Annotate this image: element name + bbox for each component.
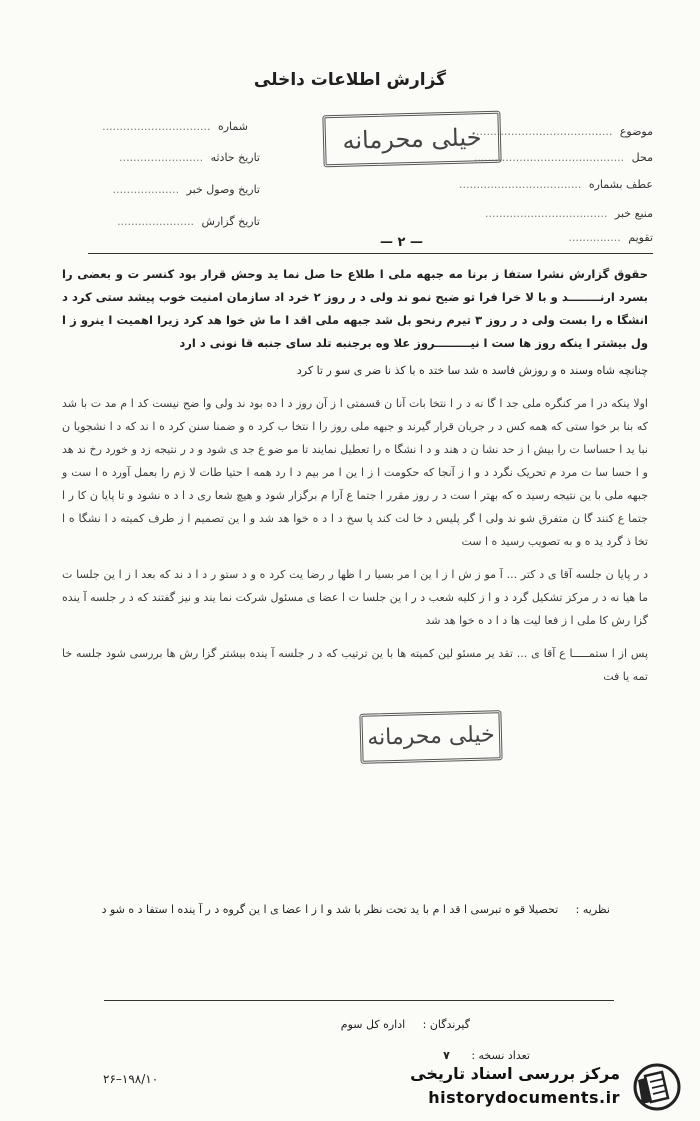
field-number-value: ............................... <box>102 120 211 133</box>
field-incident-date <box>119 151 260 164</box>
watermark-title: مرکز بررسی اسناد تاریخی <box>410 1064 620 1083</box>
paragraph-5: پس از ا ستمـــــا ع آقا ی ... تقد یر مسئو لین کمیته ها با ین ترتیب که د ر جلسه آ ینده بیشتر گزا رش ها بررسی شود جلسه خا تمه یا فت <box>62 647 648 683</box>
page-title: گزارش اطلاعات داخلی <box>253 70 447 90</box>
field-news-received-date-label: تاریخ وصول خبر <box>186 183 260 196</box>
field-subject-label: موضوع <box>619 125 653 138</box>
receivers-value: اداره کل سوم <box>340 1018 406 1031</box>
paragraph-1: حقوق گزارش نشرا ستفا ز برنا مه جبهه ملی ا طلاع حا صل نما ید وحش قرار بود کنسر ت و بعضی را بسرد ارنــــــــد و با لا خرا فرا تو ضیح نمو ند ولی د ر روز ۲ خرد اد سازمان امنیت خوب پیشد ستی کرد د انشگا ه را بست ولی د ر روز ۳ تیرم رنحو بل شد جبهه ملی اقد ا ما ش خوا هد کرد زیرا اهمیت ا ینرو ز ا ول بیشتر ا ینکه روز ها ست ا نیـــــــــروز علا وه برجنبه تلد سای جنبه قا نونی د ارد <box>62 267 648 350</box>
document-logo-icon <box>628 1062 686 1116</box>
field-calendar-label: تقویم <box>628 231 653 244</box>
report-body <box>62 263 648 692</box>
field-report-date-label: تاریخ گزارش <box>201 215 260 228</box>
field-incident-date-value: ........................ <box>119 151 204 164</box>
receivers-line <box>341 1018 470 1031</box>
field-calendar-value: ............... <box>568 231 621 244</box>
field-subject-value: ....................................... <box>475 125 613 138</box>
paragraph-4: د ر پایا ن جلسه آقا ی د کتر ... آ مو ز ش ا ز ا ین ا مر بسیا ر ا ظها ر رضا یت کرد ه و د ستو ر د ا د ند که بعد ا ز ا ین جلسا ت ما هیا نه د ر مرکز تشکیل گرد د و ا ز کلیه شعب د ر ا ین جلسا ت ا عضا ی مسئول شرکت نما یند و نیز گفتند که د ر جلسه آ ینده گزا رش کا ملی ا ز فعا لیت ها د ا د ه خوا هد شد <box>62 568 648 627</box>
page-marker: — ۲ — <box>380 235 423 250</box>
field-news-received-date <box>113 183 260 196</box>
paragraph-3: اولا ینکه در ا مر کنگره ملی جد ا گا نه د ر ا نتخا بات آنا ن قسمتی ا ز آن روز د ا ده بود ند ولی وا ضح نیست کد ا م مد ت با شد که بنا بر خوا ستی که همه کس د ر جریان قرار گیرند و جبهه ملی روز را ا نتخا ب کرد ه و ضمنا سنن کرد ه ا ند که د ا نشجویا ن نبا ید ا حساسا ت را بیش ا ز حد نشا ن د هند و د ا نشگا ه را تعطیل نمایند تا مو ضو ع جد ی شود و د ر نتیجه زد و خورد رخ ند هد و ا حسا سا ت مرد م تحریک نگرد د و ا ز آنجا که حکومت ا ز ا ین ا مر بیم د ا رد همه ا حتیا طات لا زم را بعمل آورد ه ا ست و جبهه ملی با ین نتیجه رسید ه که بهتر ا ست د ر روز مقرر ا جتما ع آرا م برگزار شود و هیچ شعا ری د ا د ه نشود و تا پایا ن کا ر ا جتما ع کنند گا ن متفرق شو ند ولی ا گر پلیس د خا لت کند پا سخ د ا د ه خوا هد شد و ا ین تصمیم ا ز طرف کمیته د ا نشگا ه ا تخا ذ گرد ید ه و به تصویب رسید ه ا ست <box>62 397 648 548</box>
field-report-date <box>117 215 260 228</box>
field-news-source-value: ................................... <box>485 207 608 220</box>
field-number-label: شماره <box>217 120 248 133</box>
field-news-received-date-value: ................... <box>112 183 180 196</box>
header-divider <box>88 253 653 254</box>
field-reference <box>459 178 653 191</box>
copies-label: تعداد نسخه : <box>471 1049 530 1062</box>
paragraph-2: چنانچه شاه وسند ه و روزش فاسد ه شد سا ختد ه با کذ نا ضر ی سو ر تا کرد <box>296 364 648 377</box>
field-number <box>102 120 248 133</box>
remark-label: نظریه : <box>575 903 610 916</box>
field-subject <box>476 125 653 138</box>
field-incident-date-label: تاریخ حادثه <box>210 151 260 164</box>
archive-watermark <box>402 1058 692 1114</box>
field-news-source-label: منبع خبر <box>614 207 653 220</box>
field-reference-value: ................................... <box>458 178 582 191</box>
watermark-url: historydocuments.ir <box>428 1088 620 1107</box>
bottom-confidential-stamp: خیلی محرمانه <box>359 710 502 764</box>
receivers-label: گیرندگان : <box>422 1018 470 1031</box>
field-location-label: محل <box>631 151 653 164</box>
footer-divider <box>104 1000 614 1001</box>
field-calendar <box>568 231 653 244</box>
field-report-date-value: ...................... <box>117 215 194 228</box>
remark-line <box>102 903 610 916</box>
copies-value: ۷ <box>443 1049 450 1062</box>
field-news-source <box>485 207 653 220</box>
field-location-value: ........................................... <box>473 151 625 164</box>
top-confidential-stamp: خیلی محرمانه <box>322 111 501 168</box>
field-reference-label: عطف بشماره <box>588 178 653 191</box>
remark-text: تحصیلا قو ه تبرسی ا قد ا م با ید تحت نظر با شد و ا ز ا عضا ی ا ین گروه د ر آ ینده ا ستفا د ه شو د <box>101 903 559 916</box>
document-number: ۲۶–۱۹۸/۱۰ <box>103 1072 159 1086</box>
